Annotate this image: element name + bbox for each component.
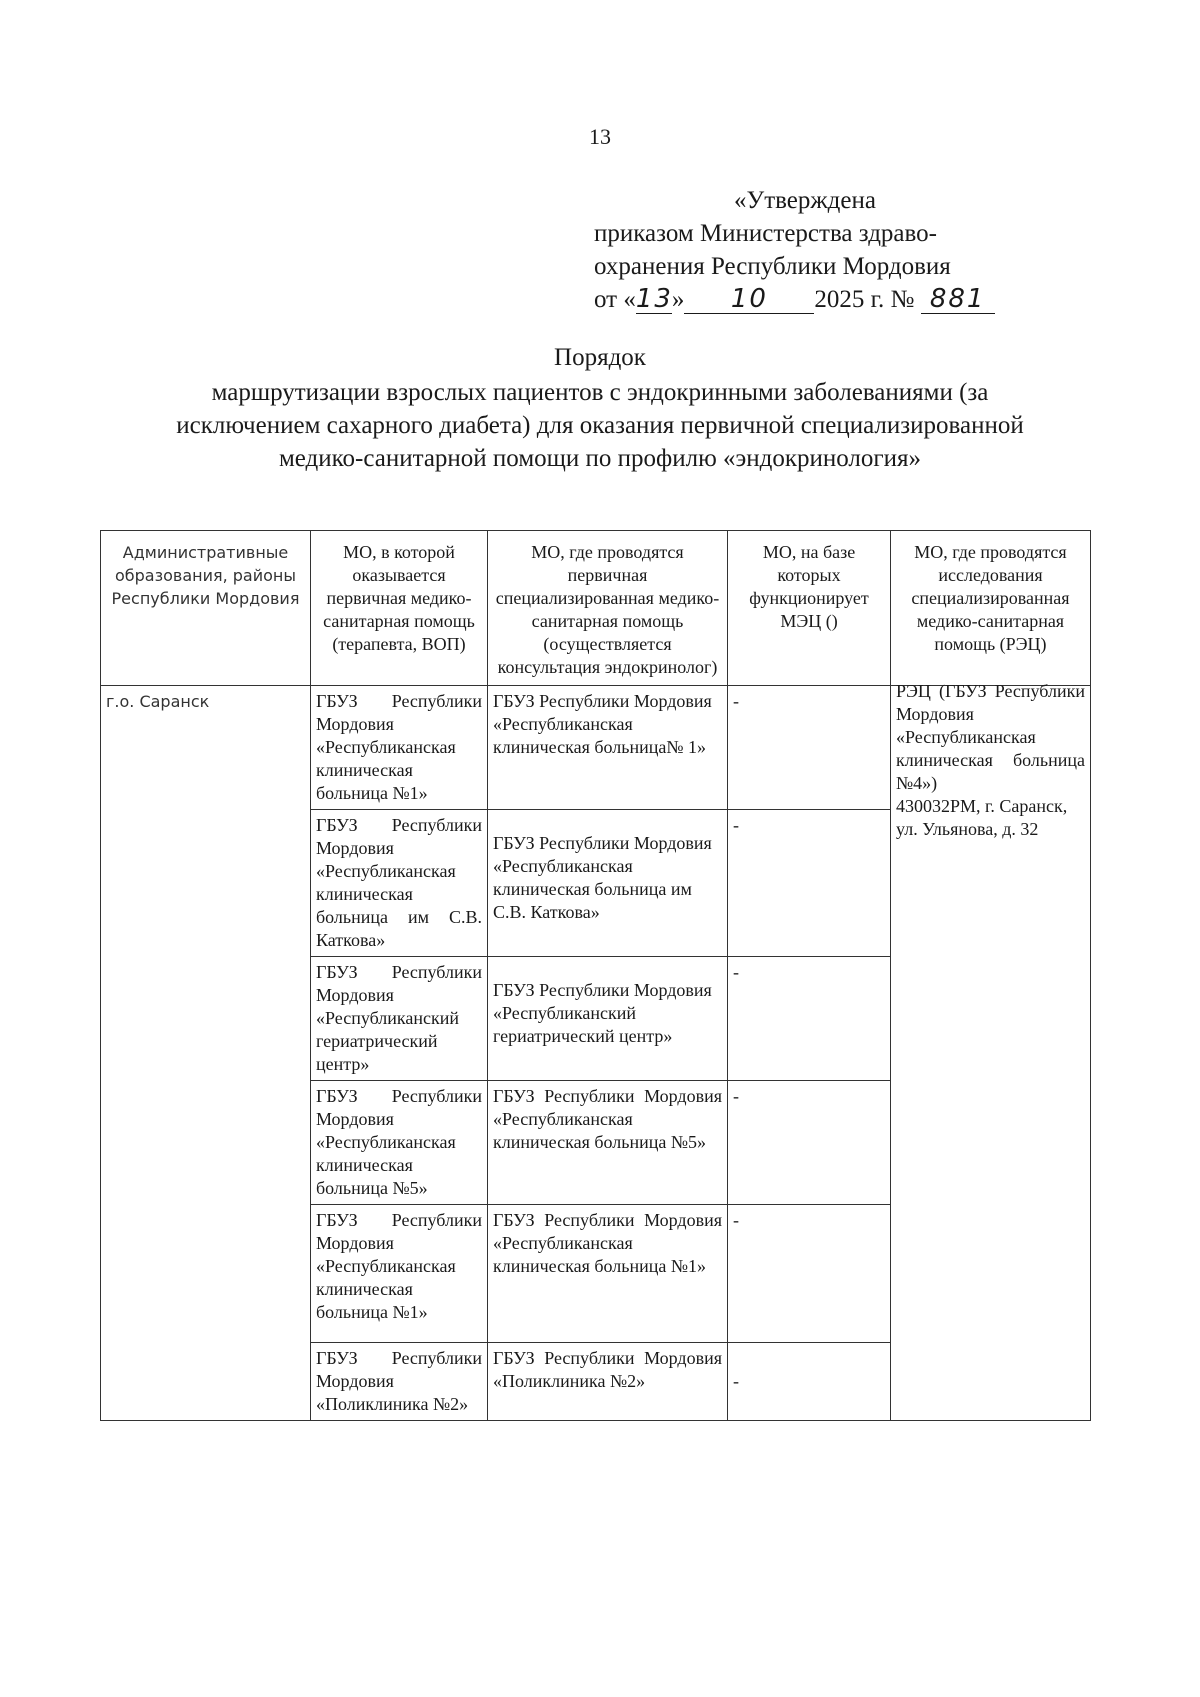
date-mid: » <box>671 286 685 313</box>
title-line-3: медико-санитарной помощи по профилю «эндокринология» <box>278 445 922 472</box>
date-year: 2025 г. № <box>814 286 915 313</box>
header-mec: МО, на базе которых функционирует МЭЦ () <box>728 531 891 686</box>
title-heading: Порядок <box>554 344 646 371</box>
rec-name: РЭЦ (ГБУЗ Республики Мордовия «Республиканская клиническая больница №4») <box>896 681 1085 793</box>
order-number: 881 <box>921 285 995 314</box>
primary-care-cell: ГБУЗ Республики Мордовия «Республиканская клиническая больница №1» <box>311 686 488 810</box>
specialized-care-cell: ГБУЗ Республики Мордовия «Республиканская клиническая больница №5» <box>488 1081 728 1205</box>
primary-care-cell: ГБУЗ Республики Мордовия «Республиканская клиническая больница №5» <box>311 1081 488 1205</box>
table-row <box>101 686 1091 810</box>
document-title <box>0 341 1200 475</box>
header-admin-district: Административные образования, районы Республики Мордовия <box>101 531 311 686</box>
approval-line-2: приказом Министерства здраво- <box>594 220 937 247</box>
primary-care-cell: ГБУЗ Республики Мордовия «Республиканская клиническая больница им С.В. Каткова» <box>311 810 488 957</box>
title-line-2: исключением сахарного диабета) для оказания первичной специализированной <box>176 412 1024 439</box>
date-day: 13 <box>635 284 673 314</box>
specialized-care-cell: ГБУЗ Республики Мордовия «Поликлиника №2» <box>488 1343 728 1421</box>
primary-care-cell: ГБУЗ Республики Мордовия «Республиканский гериатрический центр» <box>311 957 488 1081</box>
mec-cell: - <box>728 957 891 1081</box>
rec-address: 430032РМ, г. Саранск, ул. Ульянова, д. 32 <box>896 796 1068 839</box>
mec-cell: - <box>728 1205 891 1343</box>
table-header-row <box>101 531 1091 686</box>
header-primary-care: МО, в которой оказывается первичная медико-санитарная помощь (терапевта, ВОП) <box>311 531 488 686</box>
routing-table <box>100 530 1091 1421</box>
approval-stamp <box>594 184 995 316</box>
mec-cell: - <box>728 810 891 957</box>
approval-line-3: охранения Республики Мордовия <box>594 253 951 280</box>
specialized-care-cell: ГБУЗ Республики Мордовия «Республиканская клиническая больница №1» <box>488 1205 728 1343</box>
specialized-care-cell: ГБУЗ Республики Мордовия «Республиканская клиническая больница№ 1» <box>488 686 728 810</box>
mec-cell: - <box>728 686 891 810</box>
mec-cell: - <box>728 1343 891 1421</box>
district-cell: г.о. Саранск <box>101 686 311 1421</box>
date-prefix: от « <box>594 286 636 313</box>
primary-care-cell: ГБУЗ Республики Мордовия «Поликлиника №2» <box>311 1343 488 1421</box>
date-month: 10 <box>684 285 814 314</box>
approval-date-line <box>594 283 995 316</box>
approval-line-1: «Утверждена <box>734 187 876 214</box>
header-rec: МО, где проводятся исследования специализированная медико-санитарная помощь (РЭЦ) <box>891 531 1091 686</box>
specialized-care-cell: ГБУЗ Республики Мордовия «Республиканская клиническая больница им С.В. Каткова» <box>488 810 728 957</box>
page-number: 13 <box>589 124 611 149</box>
mec-cell: - <box>728 1081 891 1205</box>
title-line-1: маршрутизации взрослых пациентов с эндокринными заболеваниями (за <box>211 379 989 406</box>
rec-cell <box>891 681 1091 1421</box>
primary-care-cell: ГБУЗ Республики Мордовия «Республиканская клиническая больница №1» <box>311 1205 488 1343</box>
specialized-care-cell: ГБУЗ Республики Мордовия «Республиканский гериатрический центр» <box>488 957 728 1081</box>
header-specialized-care: МО, где проводятся первичная специализированная медико-санитарная помощь (осуществляется консультация эндокринолог) <box>488 531 728 686</box>
